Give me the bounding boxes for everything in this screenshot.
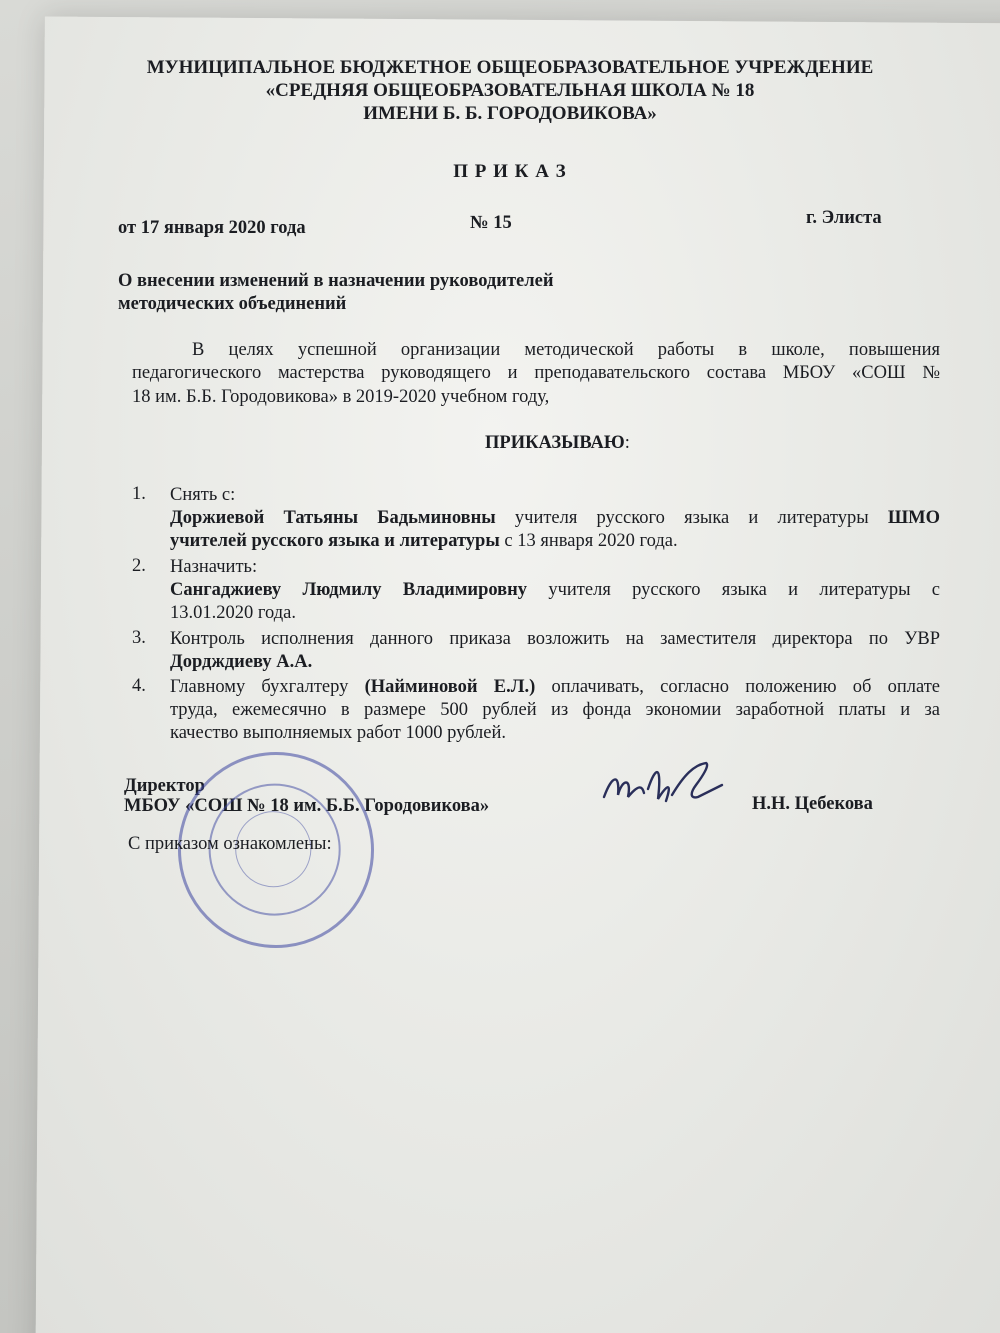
item-1-association: учителей русского языка и литературы bbox=[170, 531, 500, 551]
item-4-line3: качество выполняемых работ 1000 рублей. bbox=[170, 723, 507, 743]
item-1-date: с 13 января 2020 года. bbox=[499, 531, 678, 551]
preamble-line1: В целях успешной организации методической работы в школе, повышения bbox=[192, 340, 940, 360]
item-1-shmo: ШМО bbox=[887, 508, 940, 528]
acquainted-line: С приказом ознакомлены: bbox=[128, 834, 332, 854]
subject-line2: методических объединений bbox=[118, 294, 347, 314]
item-1-line3 bbox=[170, 530, 678, 553]
item-1-line2 bbox=[170, 507, 940, 530]
preamble-line2: педагогического мастерства руководящего и преподавательского состава МБОУ «СОШ № bbox=[132, 363, 940, 383]
subject-line1: О внесении изменений в назначении руководителей bbox=[118, 271, 554, 291]
item-3-number: 3. bbox=[132, 628, 146, 648]
order-colon: : bbox=[624, 433, 630, 453]
org-name-line1: МУНИЦИПАЛЬНОЕ БЮДЖЕТНОЕ ОБЩЕОБРАЗОВАТЕЛЬНОЕ УЧРЕЖДЕНИЕ bbox=[146, 57, 874, 78]
item-1-line1: Снять с: bbox=[170, 485, 236, 505]
handwritten-signature bbox=[598, 755, 728, 815]
item-2-person: Сангаджиеву Людмилу Владимировну bbox=[170, 580, 528, 600]
item-2-line3: 13.01.2020 года. bbox=[170, 603, 296, 623]
order-heading bbox=[485, 432, 630, 455]
item-4-line2: труда, ежемесячно в размере 500 рублей из фонда экономии заработной платы и за bbox=[170, 700, 940, 720]
item-1-position: учителя русского языка и литературы bbox=[495, 508, 888, 528]
order-word: ПРИКАЗЫВАЮ bbox=[485, 433, 625, 453]
signatory-organization: МБОУ «СОШ № 18 им. Б.Б. Городовикова» bbox=[124, 796, 490, 816]
order-city: г. Элиста bbox=[806, 208, 882, 228]
item-4-accountant: (Найминовой Е.Л.) bbox=[364, 677, 536, 697]
item-4-line1-start: Главному бухгалтеру bbox=[170, 677, 365, 697]
item-3-line2: Дордждиеву А.А. bbox=[170, 652, 313, 672]
item-2-line2 bbox=[170, 579, 940, 602]
org-name-line2: «СРЕДНЯЯ ОБЩЕОБРАЗОВАТЕЛЬНАЯ ШКОЛА № 18 bbox=[265, 80, 755, 101]
item-1-person: Доржиевой Татьяны Бадьминовны bbox=[170, 508, 496, 528]
org-name-line3: ИМЕНИ Б. Б. ГОРОДОВИКОВА» bbox=[363, 103, 657, 124]
item-1-number: 1. bbox=[132, 484, 146, 504]
document-type: П Р И К А З bbox=[453, 161, 567, 182]
item-3-line1: Контроль исполнения данного приказа возложить на заместителя директора по УВР bbox=[170, 629, 940, 649]
item-4-number: 4. bbox=[132, 676, 146, 696]
signatory-title: Директор bbox=[124, 776, 205, 796]
item-2-number: 2. bbox=[132, 556, 146, 576]
order-number: № 15 bbox=[470, 213, 512, 233]
preamble-line3: 18 им. Б.Б. Городовикова» в 2019-2020 учебном году, bbox=[132, 387, 550, 407]
item-4-line1-end: оплачивать, согласно положению об оплате bbox=[535, 677, 940, 697]
order-date: от 17 января 2020 года bbox=[118, 218, 306, 238]
signatory-name: Н.Н. Цебекова bbox=[752, 794, 873, 814]
item-4-line1 bbox=[170, 676, 940, 699]
item-2-line1: Назначить: bbox=[170, 557, 258, 577]
item-2-position: учителя русского языка и литературы с bbox=[527, 580, 940, 600]
